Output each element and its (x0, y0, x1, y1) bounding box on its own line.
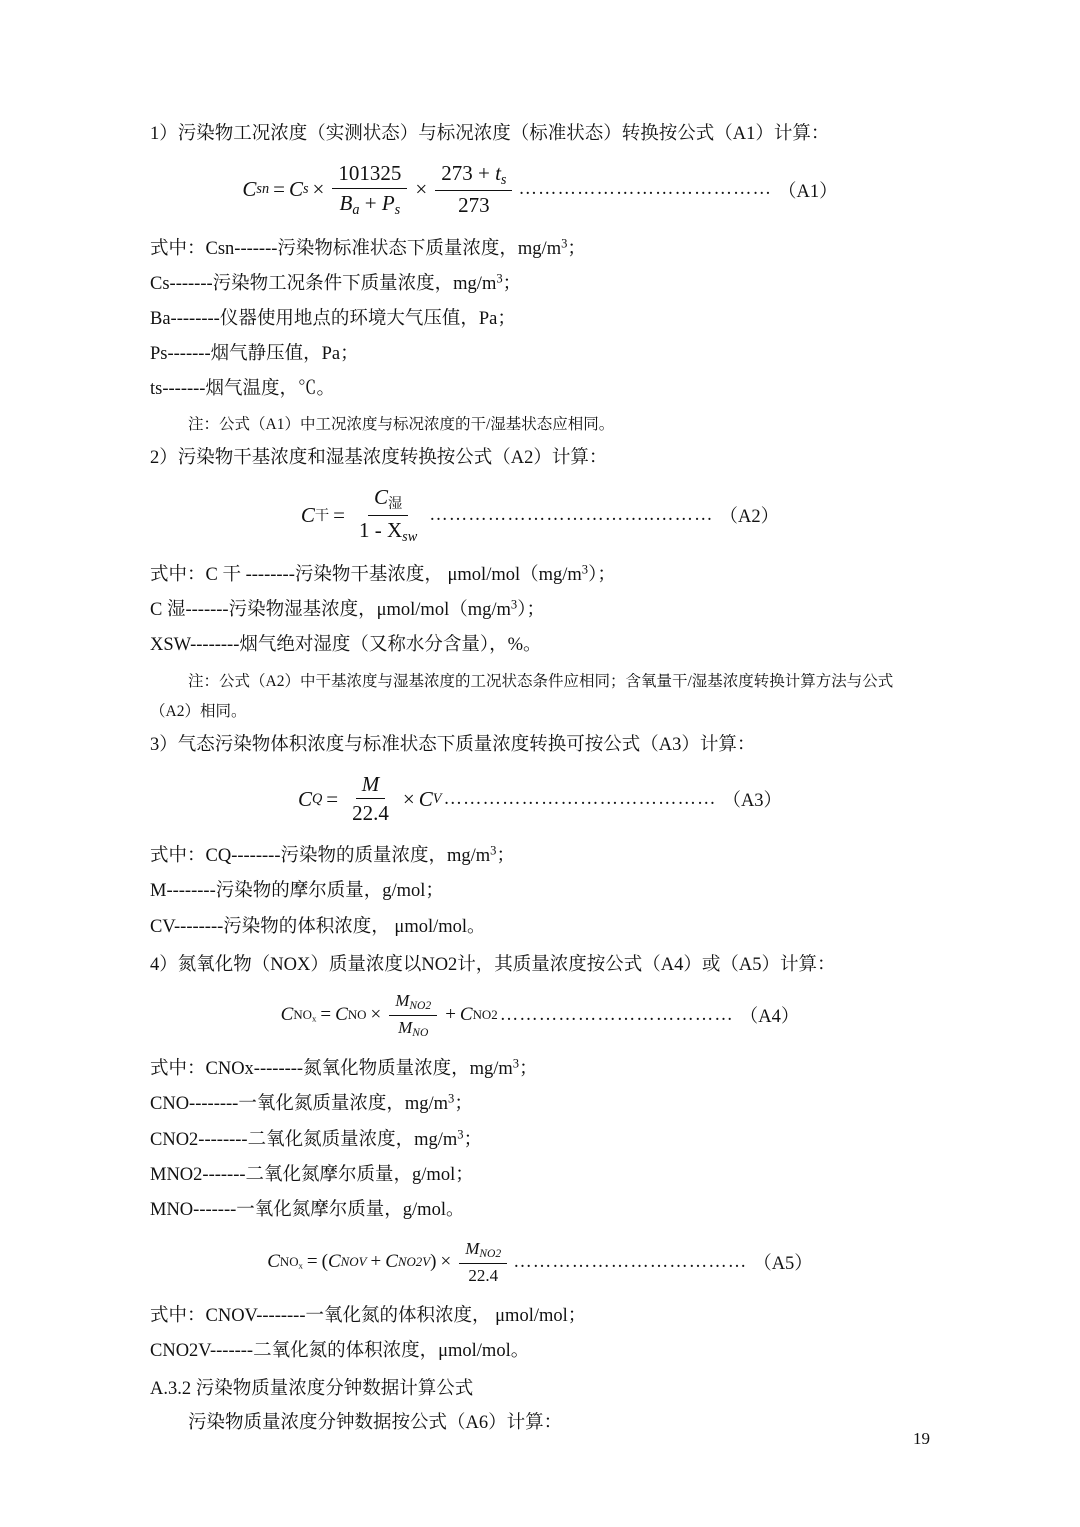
list-item-1-text: 1）污染物工况浓度（实测状态）与标况浓度（标准状态）转换按公式（A1）计算： (150, 124, 830, 144)
definitions-a4 (150, 1052, 930, 1228)
note-a2-continued: （A2）相同。 (150, 703, 247, 721)
definition-row: ts-------烟气温度，℃。 (150, 379, 335, 400)
formula-a4-number: （A4） (739, 1007, 800, 1028)
definition-row: 式中：Csn-------污染物标准状态下质量浓度，$mg/m^3$； (150, 236, 586, 259)
list-item-4-text: 4）氮氧化物（NOX）质量浓度以NO2计，其质量浓度按公式（A4）或（A5）计算： (150, 954, 836, 975)
formula-a1 (150, 160, 930, 220)
definition-row: Ba--------仪器使用地点的环境大气压值，Pa； (150, 309, 516, 329)
formula-a5 (150, 1238, 930, 1287)
formula-a1-number: （A1） (777, 181, 838, 202)
formula-a5-expression: C $NO_x$ = ( C NOV + C NO2V ) × $\frac{M_{NO2}}{22.4}$ (267, 1238, 511, 1287)
definition-row: MNO-------一氧化氮摩尔质量，g/mol。 (150, 1199, 465, 1220)
definition-row: M--------污染物的摩尔质量，g/mol； (150, 881, 444, 902)
note-a1: 注：公式（A1）中工况浓度与标况浓度的干/湿基状态应相同。 (188, 416, 615, 434)
definition-row: 式中：C 干 --------污染物干基浓度， μmol/$mol(mg/m^3)$； (150, 562, 616, 586)
page-number: 19 (913, 1429, 930, 1448)
definition-row: Ps-------烟气静压值，Pa； (150, 344, 359, 365)
formula-a2-dots: ……………………………..……… (429, 504, 714, 525)
definition-row: CNO--------一氧化氮质量浓度，$mg/m^3$； (150, 1092, 473, 1115)
formula-a5-dots: ……………………………… (513, 1251, 748, 1272)
definitions-a1 (150, 232, 930, 408)
definition-row: 式中：CNOV--------一氧化氮的体积浓度， μmol/mol； (150, 1305, 587, 1326)
formula-a5-number: （A5） (753, 1254, 813, 1275)
definition-row: CV--------污染物的体积浓度， μmol/mol。 (150, 916, 486, 937)
note-a2: 注：公式（A2）中干基浓度与湿基浓度的工况状态条件应相同；含氧量干/湿基浓度转换计算方法与公式 (188, 672, 894, 690)
list-item-2-text: 2）污染物干基浓度和湿基浓度转换按公式（A2）计算： (150, 448, 608, 469)
definition-row: 式中：CQ--------污染物的质量浓度，$mg/m^3$； (150, 844, 515, 867)
list-item-1 (150, 120, 930, 150)
formula-a2 (150, 484, 930, 546)
definition-row: C 湿-------污染物湿基浓度，μmol/$mol(mg/m^3)$； (150, 598, 545, 621)
list-item-3-text: 3）气态污染物体积浓度与标准状态下质量浓度转换可按公式（A3）计算： (150, 735, 756, 756)
definitions-a2 (150, 558, 930, 663)
definitions-a3 (150, 839, 930, 944)
formula-a3-expression: C Q = $\frac{M}{22.4}$ × C V (297, 771, 442, 826)
definition-row: 式中：CNOx--------氮氧化物质量浓度，$mg/m^3$； (150, 1057, 538, 1080)
formula-a2-expression: C 干 = $\frac{C_湿}{1 - X_{sw}}$ (300, 484, 418, 545)
formula-a1-dots: ………………………………… (518, 179, 772, 200)
formula-a1-expression: C sn = C s × $\frac{101325}{B_a + P_s}$ × $\frac{273 + t_s}{273}$ (242, 160, 516, 220)
definition-row: Cs-------污染物工况条件下质量浓度，$mg/m^3$； (150, 271, 522, 294)
section-heading-a32: A.3.2 污染物质量浓度分钟数据计算公式 (150, 1379, 474, 1400)
definition-row: CNO2V-------二氧化氮的体积浓度，μmol/mol。 (150, 1340, 530, 1361)
definition-row: MNO2-------二氧化氮摩尔质量，g/mol； (150, 1164, 474, 1185)
paragraph-a6-intro: 污染物质量浓度分钟数据按公式（A6）计算： (188, 1412, 563, 1433)
formula-a4-expression: C $NO_x$ = C NO × $\frac{M_{NO2}}{M_{NO}}$ + C NO2 (280, 991, 498, 1040)
list-item-4 (150, 951, 930, 981)
definitions-a5 (150, 1299, 930, 1369)
formula-a4 (150, 990, 930, 1040)
formula-a3 (150, 771, 930, 828)
list-item-2 (150, 444, 930, 474)
list-item-3 (150, 731, 930, 761)
formula-a3-number: （A3） (722, 791, 783, 812)
definition-row: CNO2--------二氧化氮质量浓度，$mg/m^3$； (150, 1127, 483, 1150)
formula-a3-dots: …………………………………… (443, 788, 717, 809)
definition-row: XSW--------烟气绝对湿度（又称水分含量），%。 (150, 635, 542, 656)
formula-a2-number: （A2） (719, 507, 780, 527)
formula-a4-dots: ……………………………… (499, 1004, 734, 1025)
